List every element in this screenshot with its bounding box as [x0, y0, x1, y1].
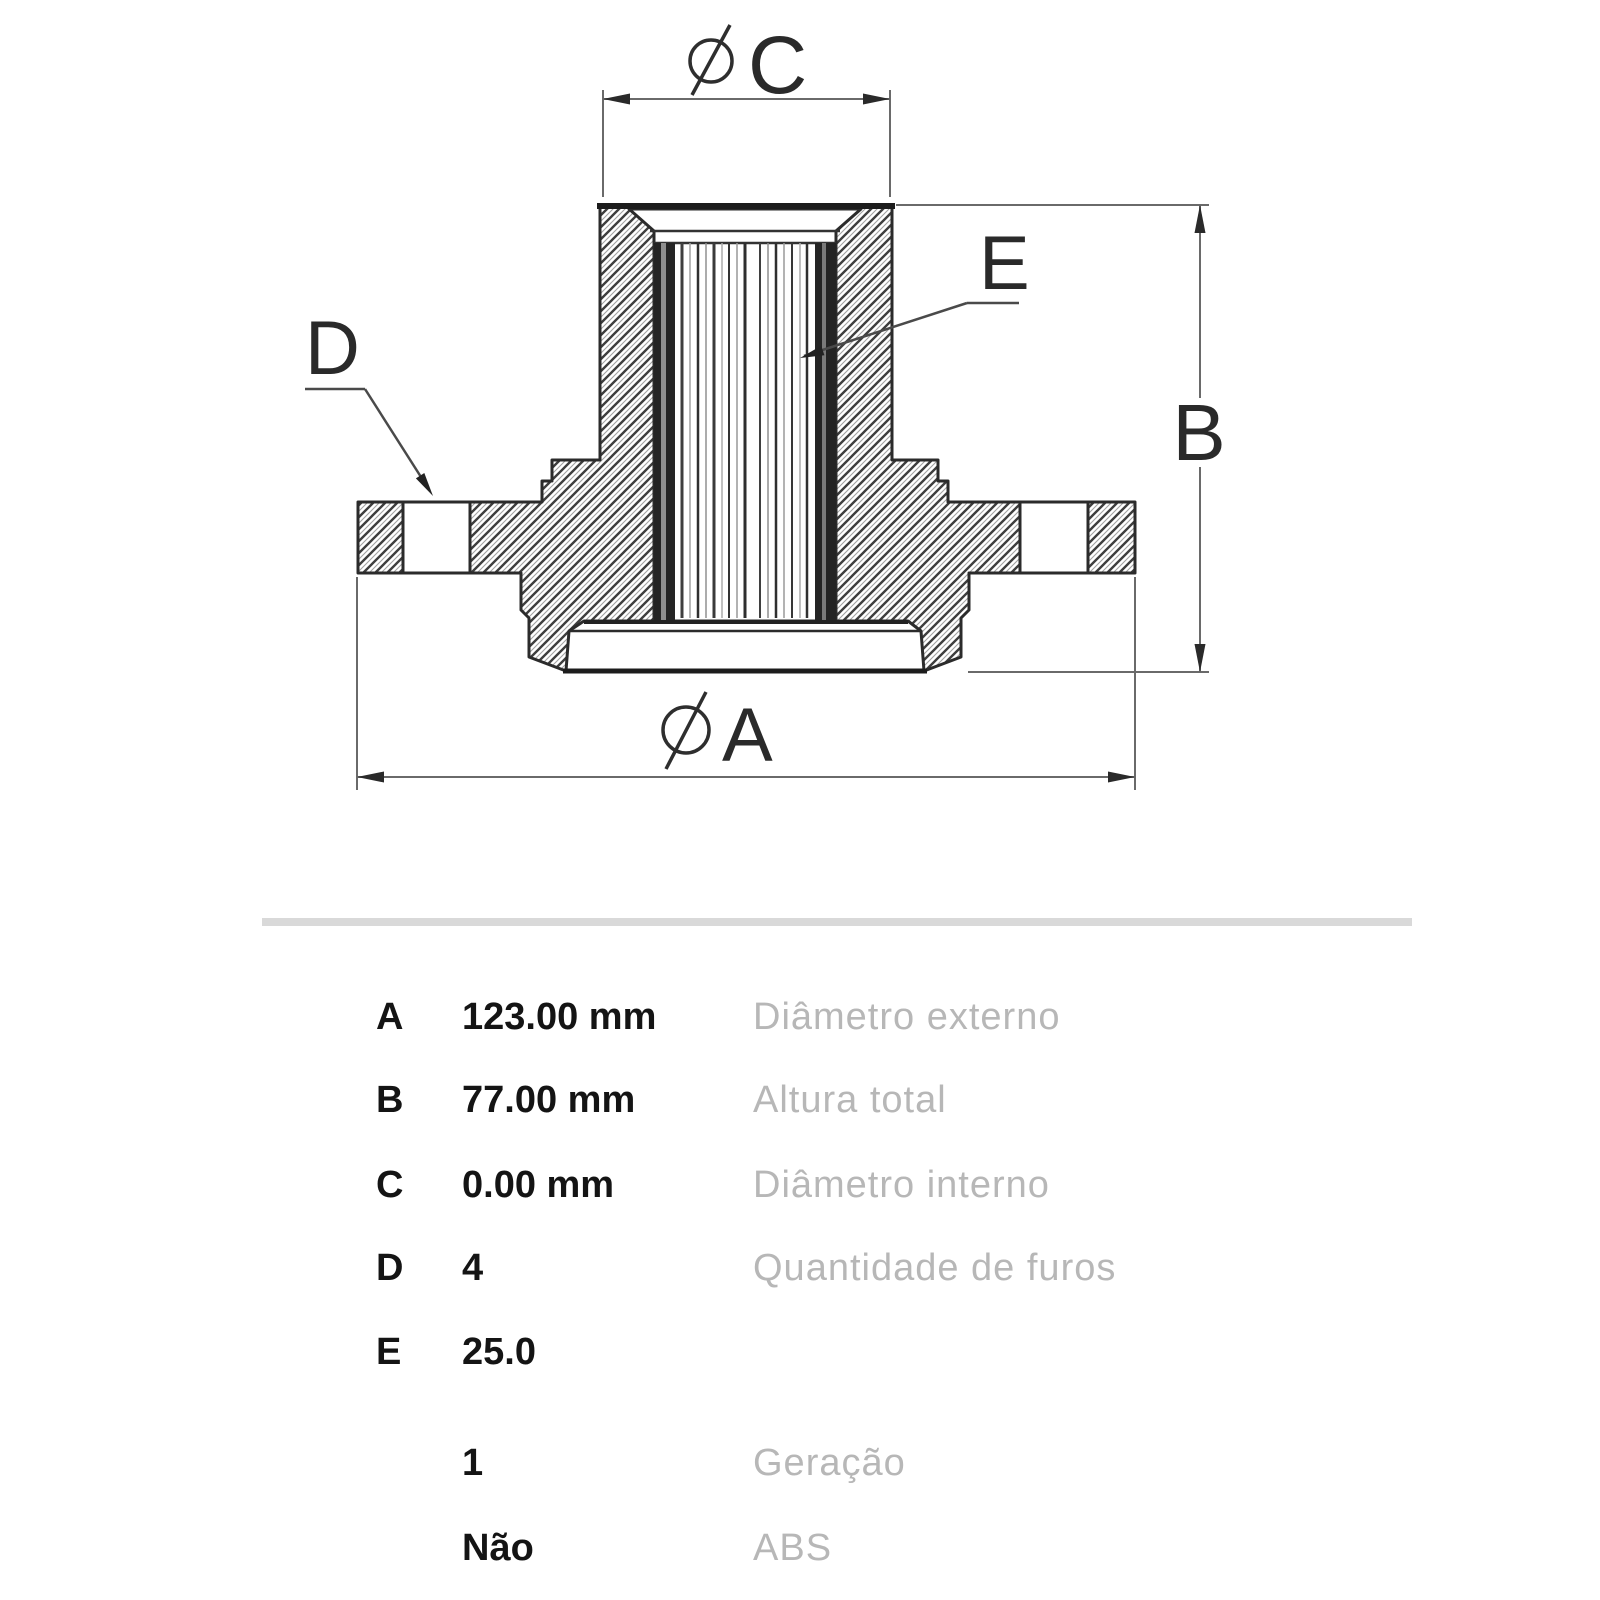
callout-d	[305, 306, 433, 496]
spec-description: Quantidade de furos	[753, 1247, 1117, 1289]
section-divider	[262, 918, 1412, 926]
dim-c-arrow-right	[863, 94, 890, 105]
dim-c-label	[690, 20, 807, 111]
table-row	[0, 1245, 1600, 1291]
dim-b-arrow-up	[1195, 205, 1206, 233]
callout-d-leader	[365, 389, 428, 488]
spec-key: C	[376, 1164, 404, 1206]
spec-description: Geração	[753, 1442, 906, 1484]
dim-a-letter: A	[722, 693, 773, 778]
table-row	[0, 1440, 1600, 1486]
spec-key: E	[376, 1331, 402, 1373]
spec-value: 0.00 mm	[462, 1164, 615, 1206]
spec-description: Diâmetro interno	[753, 1164, 1050, 1206]
spec-description: Altura total	[753, 1079, 947, 1121]
dim-b-letter: B	[1172, 388, 1226, 477]
spline-edge-right-highlight	[822, 243, 826, 621]
spec-value: 25.0	[462, 1331, 536, 1373]
dim-c-letter: C	[748, 20, 808, 111]
spec-value: 4	[462, 1247, 484, 1289]
diameter-symbol-slash	[666, 692, 706, 769]
table-row	[0, 1525, 1600, 1571]
spline-teeth	[682, 243, 807, 618]
spec-description: Diâmetro externo	[753, 996, 1061, 1038]
callout-e-letter: E	[979, 221, 1030, 306]
diameter-symbol-slash	[692, 25, 730, 95]
spec-description: ABS	[753, 1527, 833, 1569]
spec-key: D	[376, 1247, 404, 1289]
spec-value: Não	[462, 1527, 534, 1569]
spline-edge-left-highlight	[661, 243, 666, 621]
table-row	[0, 1329, 1600, 1375]
dim-a-label	[663, 692, 773, 778]
spec-value: 1	[462, 1442, 484, 1484]
dim-b-arrow-down	[1195, 644, 1206, 672]
dim-c-arrow-left	[603, 94, 630, 105]
table-row	[0, 1162, 1600, 1208]
callout-d-letter: D	[305, 306, 360, 391]
table-row	[0, 994, 1600, 1040]
spline-bore	[654, 243, 836, 621]
table-row	[0, 1077, 1600, 1123]
dim-a-arrow-left	[357, 772, 384, 783]
spec-value: 77.00 mm	[462, 1079, 636, 1121]
callout-d-arrow	[416, 473, 433, 496]
spec-value: 123.00 mm	[462, 996, 657, 1038]
dimension-c	[603, 90, 890, 197]
spec-key: B	[376, 1079, 404, 1121]
spec-key: A	[376, 996, 404, 1038]
dim-a-arrow-right	[1108, 772, 1135, 783]
